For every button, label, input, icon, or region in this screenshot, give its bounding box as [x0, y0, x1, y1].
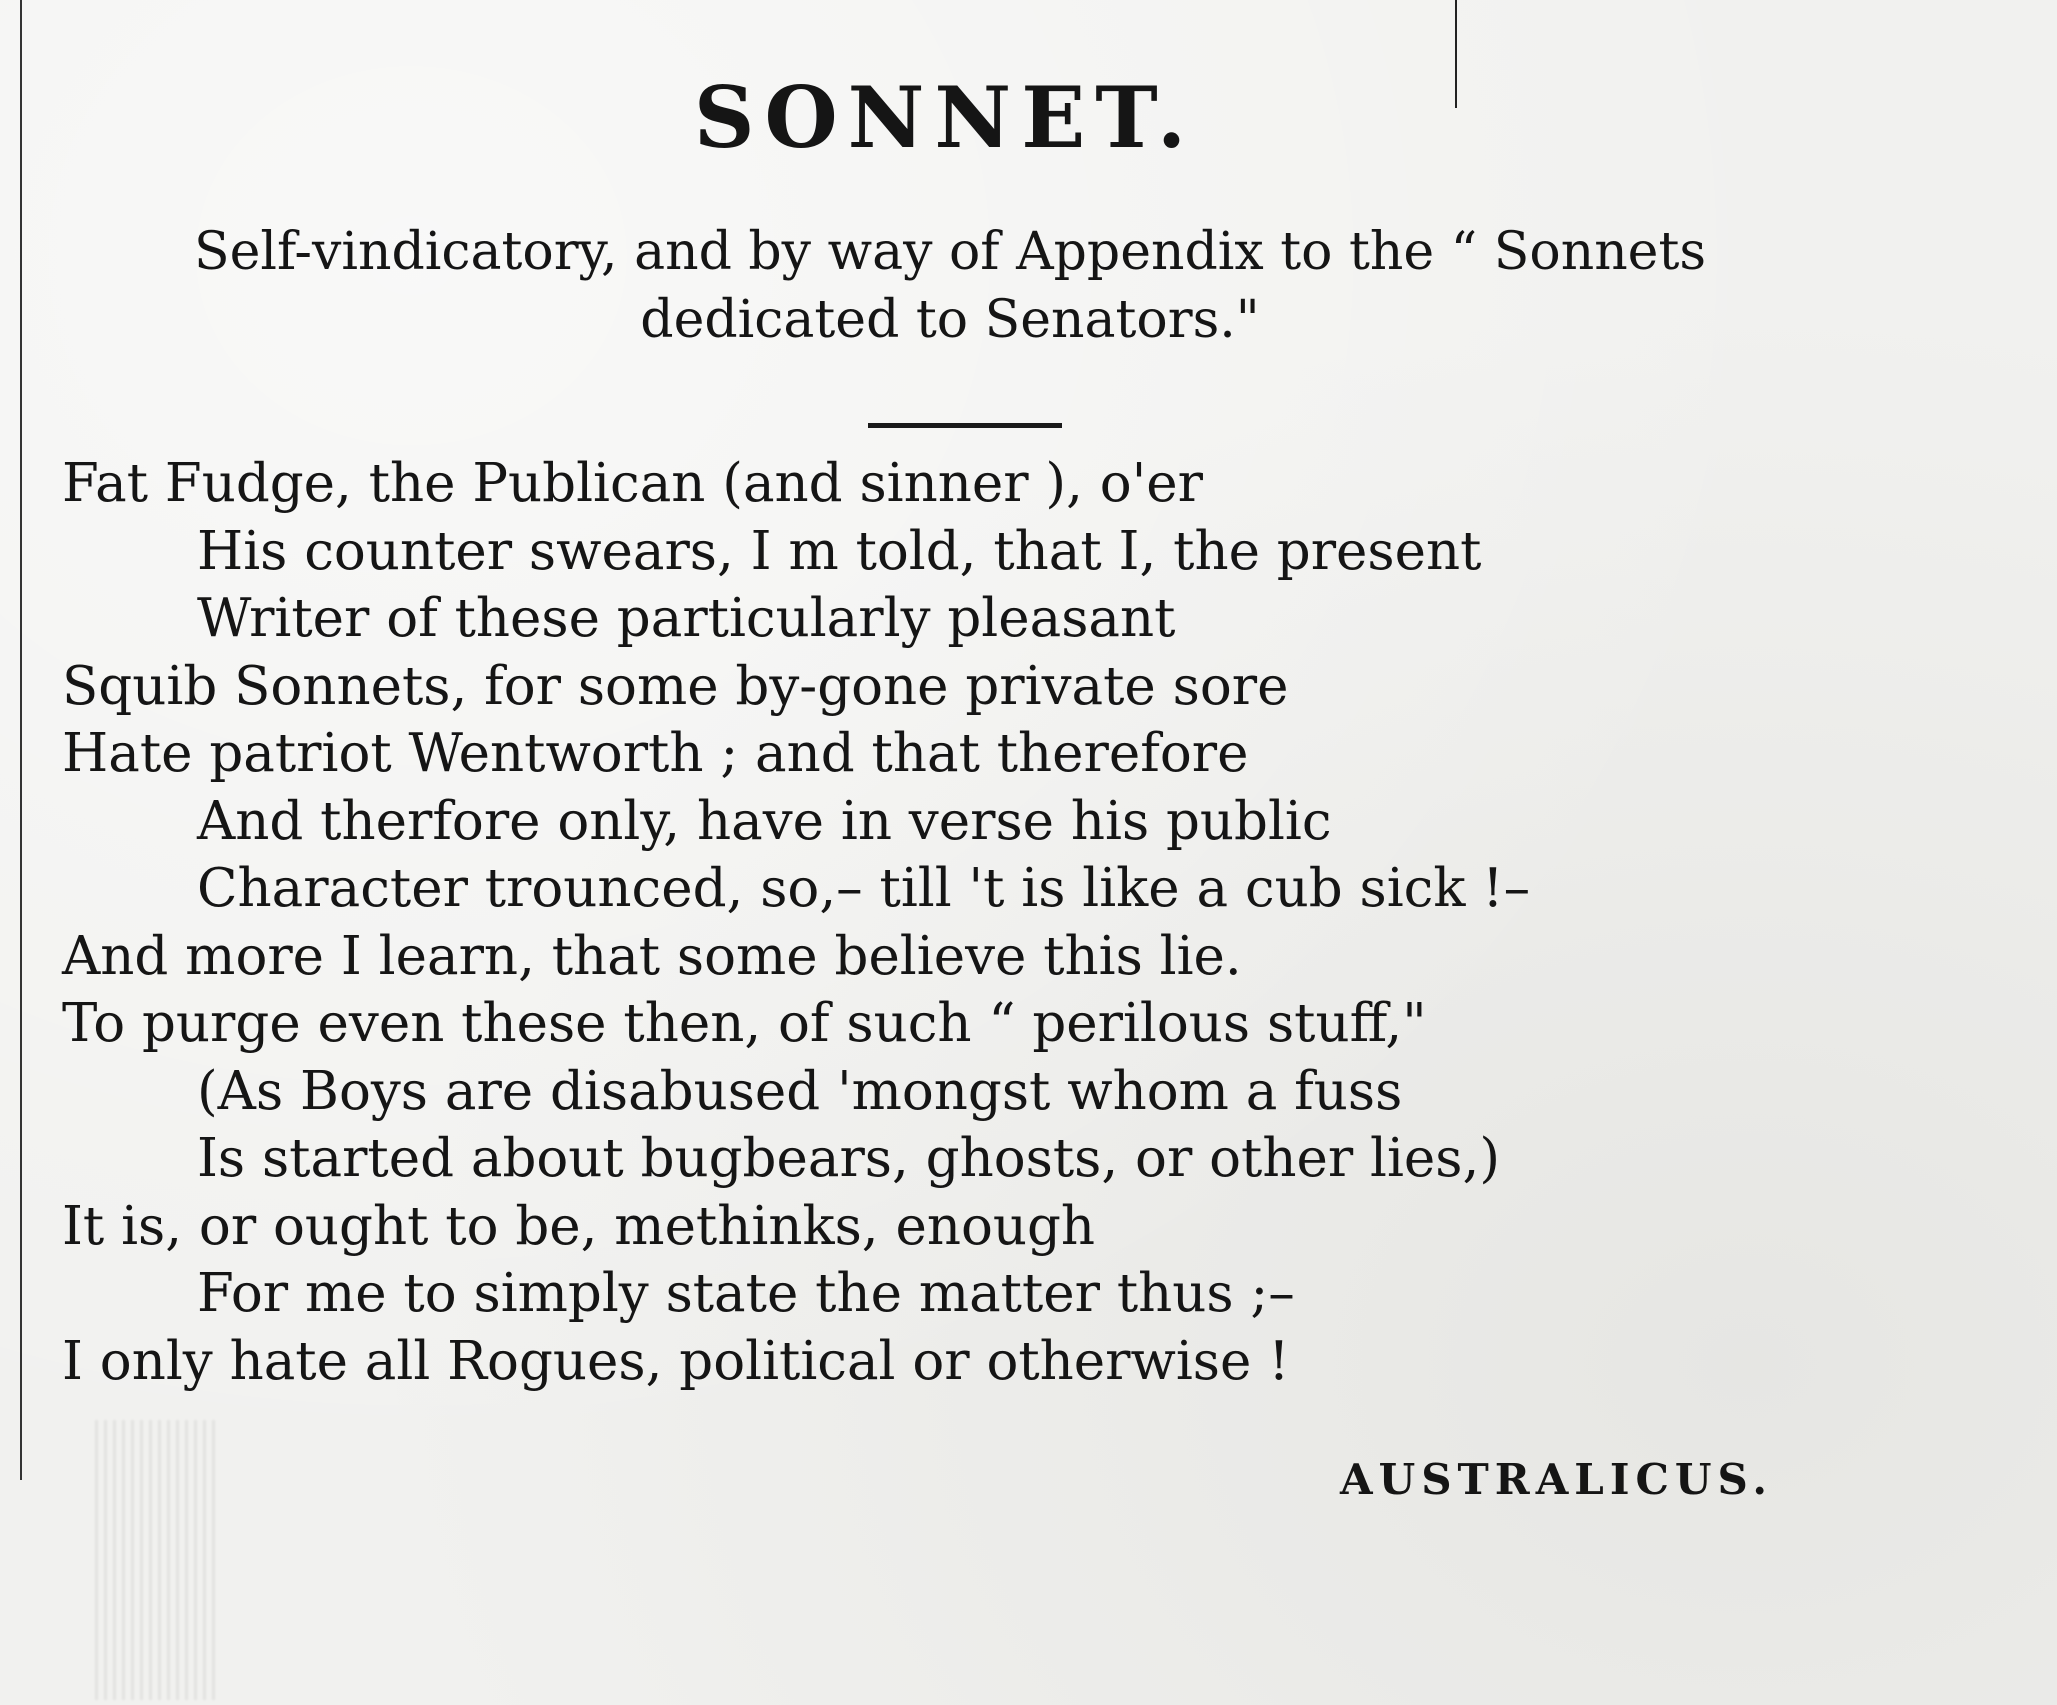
poem-line: Character trounced, so,– till 't is like a cub sick !– — [197, 858, 1531, 919]
poem-line: His counter swears, I m told, that I, the present — [197, 520, 1482, 582]
poem-title: SONNET. — [693, 68, 1197, 167]
poem-line: To purge even these then, of such “ perilous stuff," — [62, 993, 1427, 1054]
poem-line: And therfore only, have in verse his public — [197, 790, 1332, 852]
poem-line: It is, or ought to be, methinks, enough — [62, 1195, 1096, 1257]
poem-line: For me to simply state the matter thus ;– — [197, 1263, 1295, 1324]
poem-subtitle — [60, 218, 1840, 354]
subtitle-line-2: dedicated to Senators." — [640, 290, 1260, 350]
section-divider — [868, 423, 1062, 428]
poem-line: Hate patriot Wentworth ; and that therefore — [62, 723, 1249, 784]
column-rule — [20, 0, 22, 1480]
poem-line: And more I learn, that some believe this lie. — [62, 925, 1242, 987]
author-signature: AUSTRALICUS. — [1340, 1455, 1773, 1504]
poem-line: (As Boys are disabused 'mongst whom a fuss — [197, 1060, 1403, 1122]
poem-line: Squib Sonnets, for some by-gone private sore — [62, 655, 1289, 717]
poem-line: Fat Fudge, the Publican (and sinner ), o'er — [62, 453, 1203, 514]
poem-line: Is started about bugbears, ghosts, or other lies,) — [197, 1128, 1501, 1189]
poem-line: I only hate all Rogues, political or otherwise ! — [62, 1330, 1290, 1392]
print-smudge — [95, 1420, 215, 1700]
subtitle-line-1: Self-vindicatory, and by way of Appendix to the “ Sonnets — [193, 222, 1707, 282]
poem-line: Writer of these particularly pleasant — [197, 588, 1176, 649]
poem-body — [62, 450, 1962, 1395]
